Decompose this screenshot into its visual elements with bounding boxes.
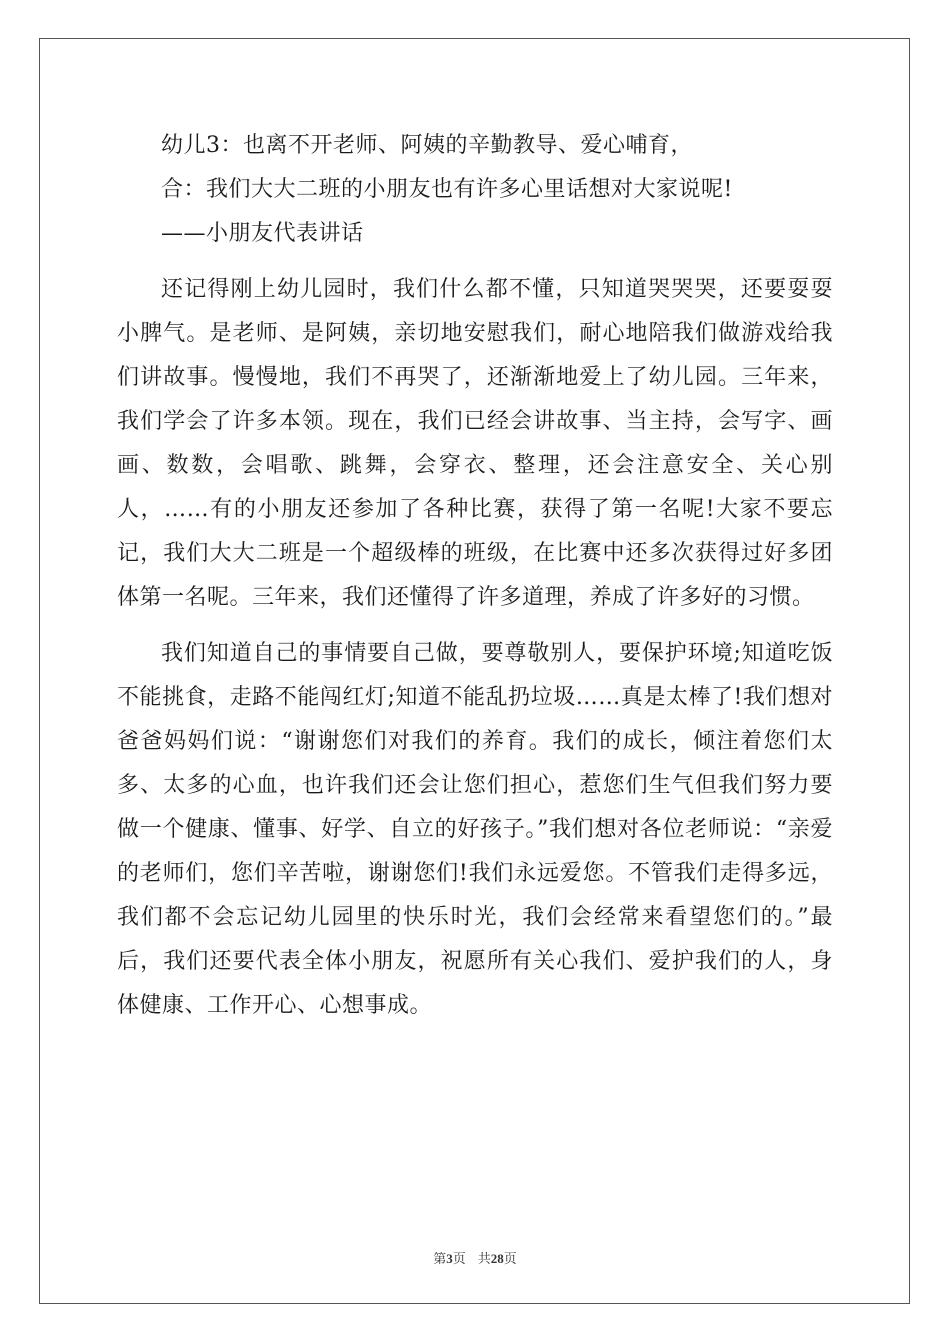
footer-total-suffix: 页 xyxy=(503,1252,517,1267)
dialogue-line-child3: 幼儿3：也离不开老师、阿姨的辛勤教导、爱心哺育， xyxy=(161,133,693,158)
section-heading: ——小朋友代表讲话 xyxy=(161,221,364,246)
footer-total-pages: 28 xyxy=(490,1251,504,1266)
document-body xyxy=(117,124,833,1028)
footer-page-suffix: 页 xyxy=(452,1252,466,1267)
paragraph-memories: 还记得刚上幼儿园时，我们什么都不懂，只知道哭哭哭，还要耍耍小脾气。是老师、是阿姨，亲切地安慰我们，耐心地陪我们做游戏给我们讲故事。慢慢地，我们不再哭了，还渐渐地爱上了幼儿园。三年来，我们学会了许多本领。现在，我们已经会讲故事、当主持，会写字、画画、数数，会唱歌、跳舞，会穿衣、整理，还会注意安全、关心别人，……有的小朋友还参加了各种比赛，获得了第一名呢!大家不要忘记，我们大大二班是一个超级棒的班级，在比赛中还多次获得过好多团体第一名呢。三年来，我们还懂得了许多道理，养成了许多好的习惯。 xyxy=(117,277,833,610)
footer-total-prefix: 共 xyxy=(477,1252,491,1267)
dialogue-line-together: 合：我们大大二班的小朋友也有许多心里话想对大家说呢! xyxy=(161,177,733,202)
footer-page-prefix: 第 xyxy=(433,1252,447,1267)
paragraph-thanks: 我们知道自己的事情要自己做，要尊敬别人，要保护环境;知道吃饭不能挑食，走路不能闯红灯;知道不能乱扔垃圾……真是太棒了!我们想对爸爸妈妈们说：“谢谢您们对我们的养育。我们的成长，倾注着您们太多、太多的心血，也许我们还会让您们担心，惹您们生气但我们努力要做一个健康、懂事、好学、自立的好孩子。”我们想对各位老师说：“亲爱的老师们，您们辛苦啦，谢谢您们!我们永远爱您。不管我们走得多远，我们都不会忘记幼儿园里的快乐时光，我们会经常来看望您们的。”最后，我们还要代表全体小朋友，祝愿所有关心我们、爱护我们的人，身体健康、工作开心、心想事成。 xyxy=(117,641,833,1018)
page-footer xyxy=(0,1248,950,1267)
footer-page-number: 3 xyxy=(446,1251,453,1266)
